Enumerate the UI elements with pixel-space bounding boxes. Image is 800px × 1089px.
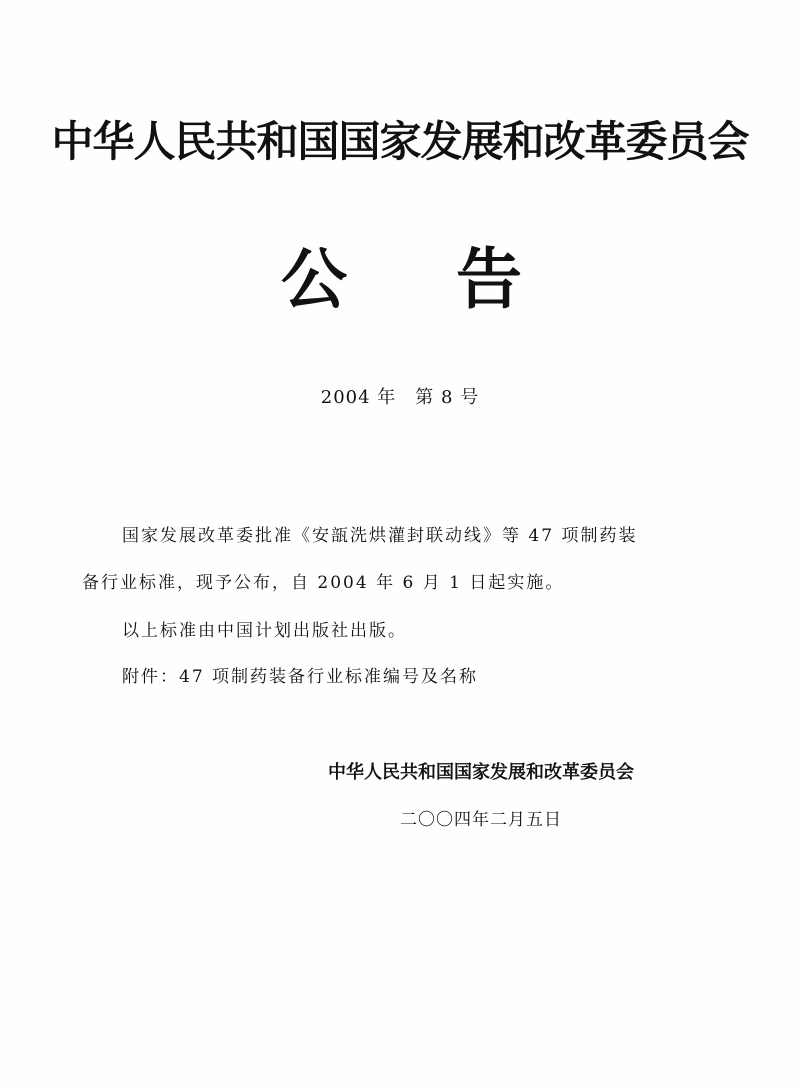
body-paragraph-publisher: 以上标准由中国计划出版社出版。 xyxy=(122,621,407,641)
signature-organization: 中华人民共和国国家发展和改革委员会 xyxy=(328,762,634,783)
doc-title-char-1: 公 xyxy=(281,241,347,318)
signature-date: 二〇〇四年二月五日 xyxy=(400,810,562,830)
issuer-title: 中华人民共和国国家发展和改革委员会 xyxy=(51,117,749,166)
doc-title-char-2: 告 xyxy=(456,241,522,318)
body-paragraph-attachment: 附件：47 项制药装备行业标准编号及名称 xyxy=(122,667,479,687)
body-paragraph-line-2: 备行业标准，现予公布，自 2004 年 6 月 1 日起实施。 xyxy=(82,573,565,593)
document-number: 2004 年 第 8 号 xyxy=(320,387,480,408)
body-paragraph-line-1: 国家发展改革委批准《安瓿洗烘灌封联动线》等 47 项制药装 xyxy=(122,526,638,546)
